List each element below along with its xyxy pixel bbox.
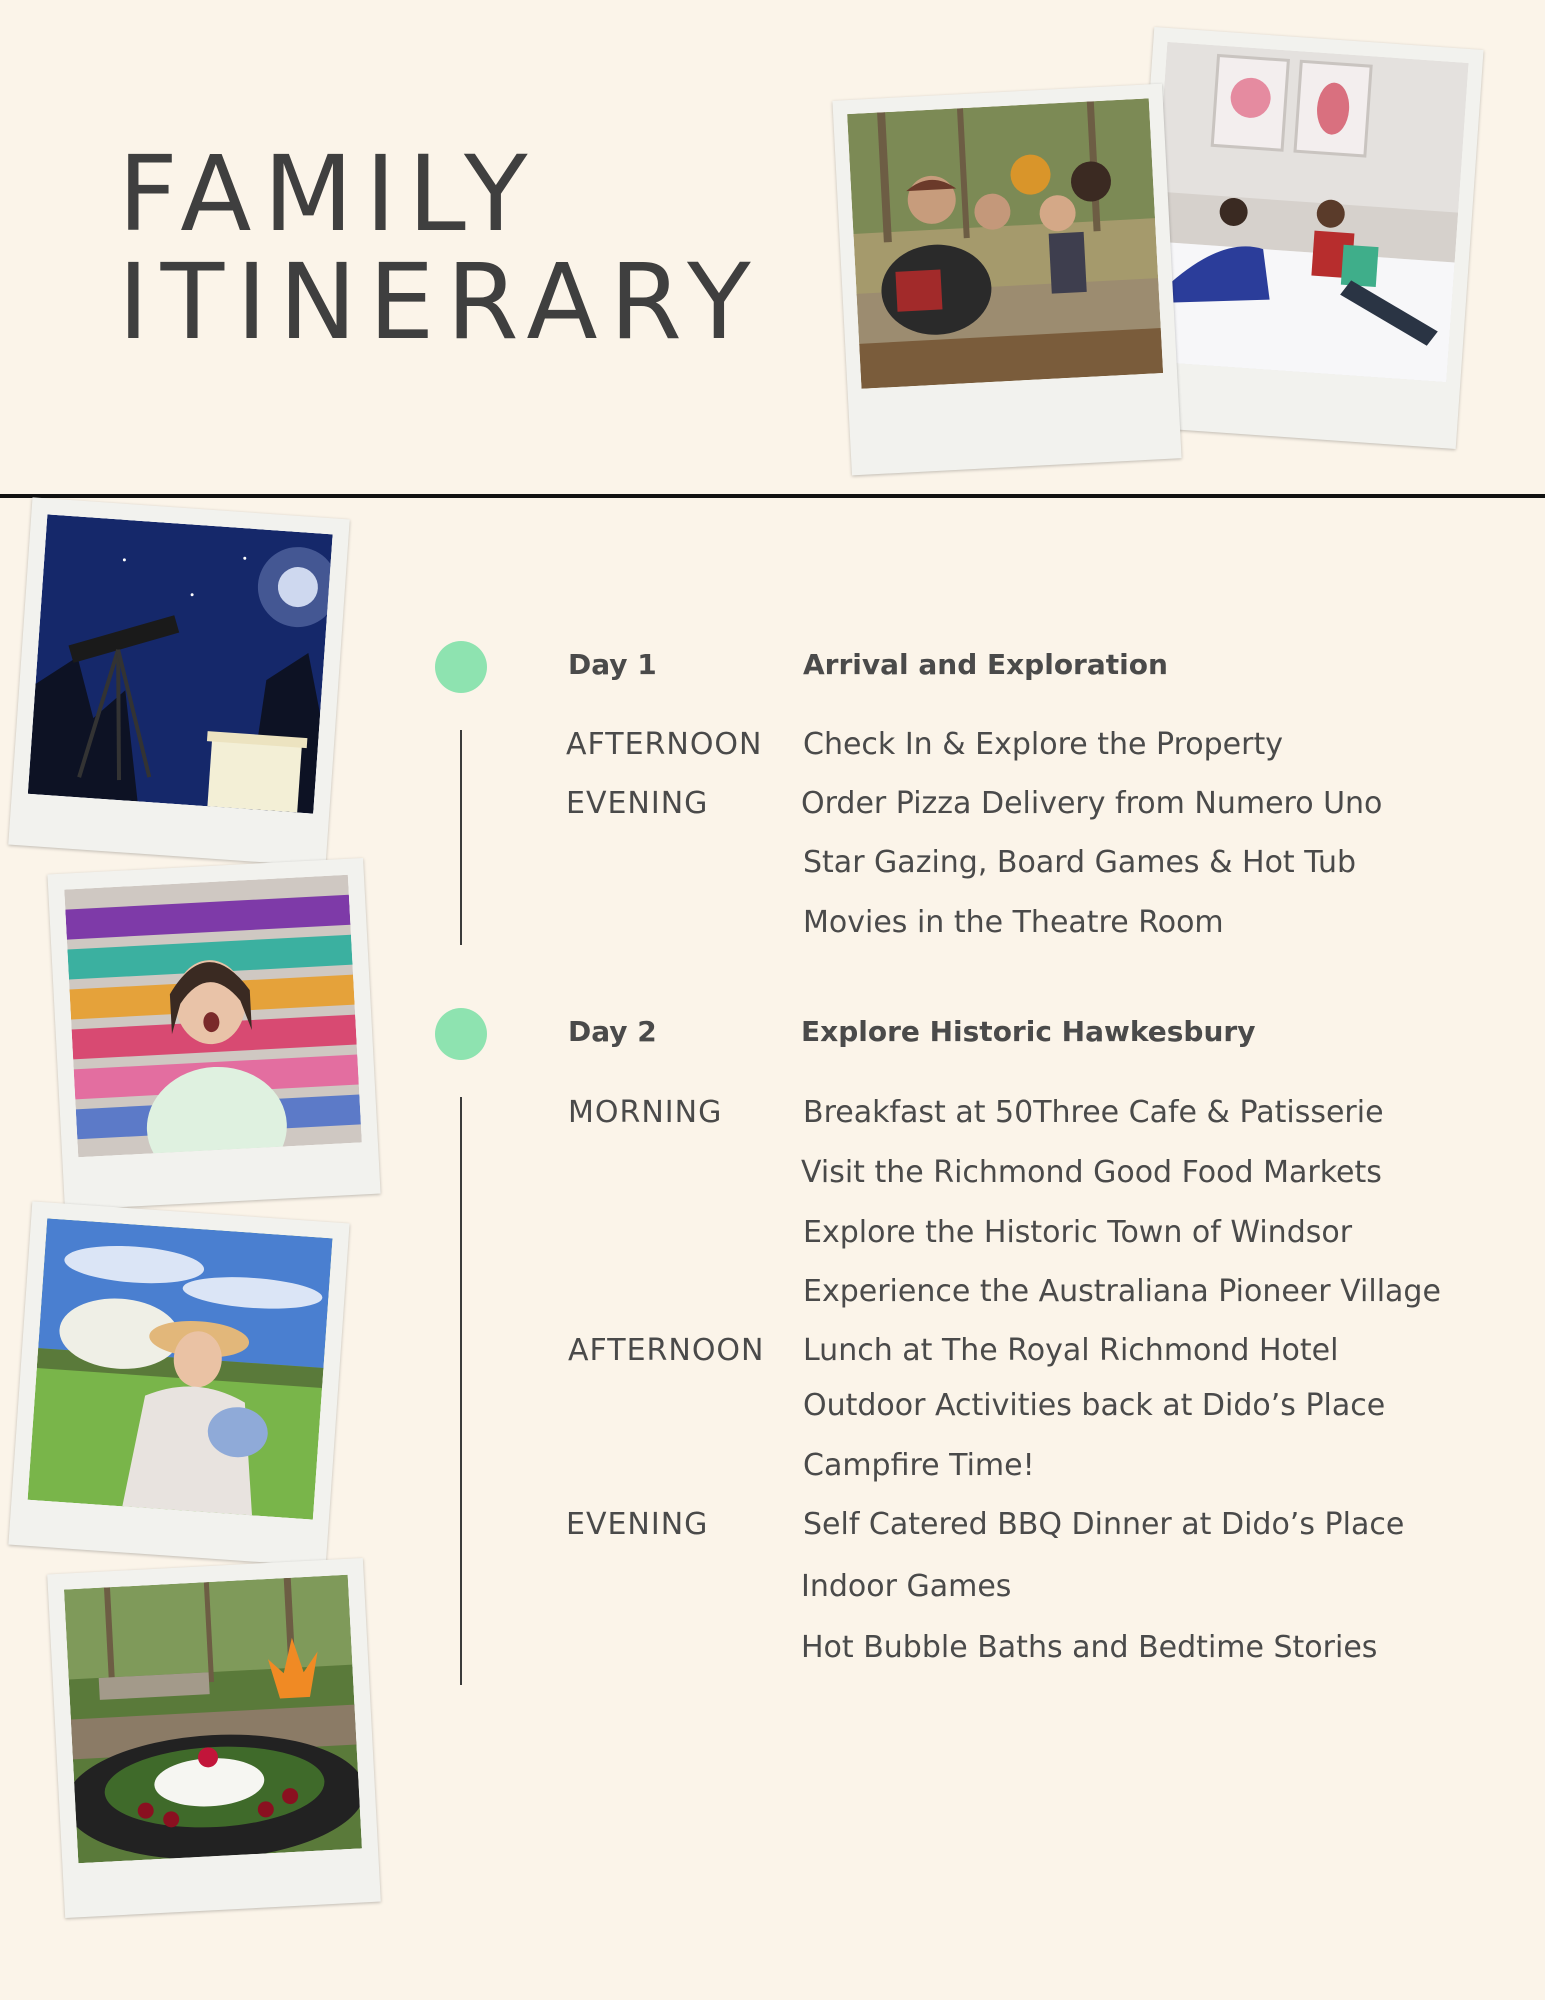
day-2-activity: Campfire Time! <box>803 1448 1035 1483</box>
day-2-activity: Indoor Games <box>801 1569 1012 1604</box>
day-2-timeline-line <box>460 1097 462 1685</box>
day-2-activity: Self Catered BBQ Dinner at Dido’s Place <box>803 1507 1405 1542</box>
day-1-slot-evening: EVENING <box>566 786 709 821</box>
day-2-activity: Lunch at The Royal Richmond Hotel <box>803 1333 1339 1368</box>
day-2-activity: Explore the Historic Town of Windsor <box>803 1215 1353 1250</box>
day-2-activity: Visit the Richmond Good Food Markets <box>801 1155 1382 1190</box>
day-2-activity: Experience the Australiana Pioneer Village <box>803 1274 1441 1309</box>
photo-telescope-night <box>8 497 350 866</box>
day-2-activity: Outdoor Activities back at Dido’s Place <box>803 1388 1386 1423</box>
title-line-2: ITINERARY <box>118 241 763 363</box>
day-2-activity: Hot Bubble Baths and Bedtime Stories <box>801 1630 1378 1665</box>
photo-girl-parasol <box>8 1201 349 1566</box>
photo-campfire-dessert <box>47 1558 381 1918</box>
day-2-label: Day 2 <box>568 1015 657 1048</box>
day-2-slot-evening: EVENING <box>566 1507 709 1542</box>
photo-family-bedroom <box>1126 27 1483 449</box>
day-1-timeline-line <box>460 730 462 945</box>
day-2-heading: Explore Historic Hawkesbury <box>801 1015 1256 1048</box>
day-1-heading: Arrival and Exploration <box>803 648 1168 681</box>
day-2-activity: Breakfast at 50Three Cafe & Patisserie <box>803 1095 1384 1130</box>
day-2-slot-morning: MORNING <box>568 1095 723 1130</box>
photo-girl-lolly-shop <box>47 858 380 1210</box>
day-1-marker <box>435 641 487 693</box>
day-1-label: Day 1 <box>568 648 657 681</box>
page-title <box>118 133 763 363</box>
header-divider <box>0 494 1545 498</box>
day-2-marker <box>435 1008 487 1060</box>
day-2-slot-afternoon: AFTERNOON <box>568 1333 765 1368</box>
day-1-activity: Movies in the Theatre Room <box>803 905 1224 940</box>
day-1-activity: Order Pizza Delivery from Numero Uno <box>801 786 1383 821</box>
photo-family-campfire <box>832 84 1181 476</box>
day-1-slot-afternoon: AFTERNOON <box>566 727 763 762</box>
title-line-1: FAMILY <box>118 133 540 255</box>
day-1-activity: Star Gazing, Board Games & Hot Tub <box>803 845 1357 880</box>
day-1-activity: Check In & Explore the Property <box>803 727 1283 762</box>
